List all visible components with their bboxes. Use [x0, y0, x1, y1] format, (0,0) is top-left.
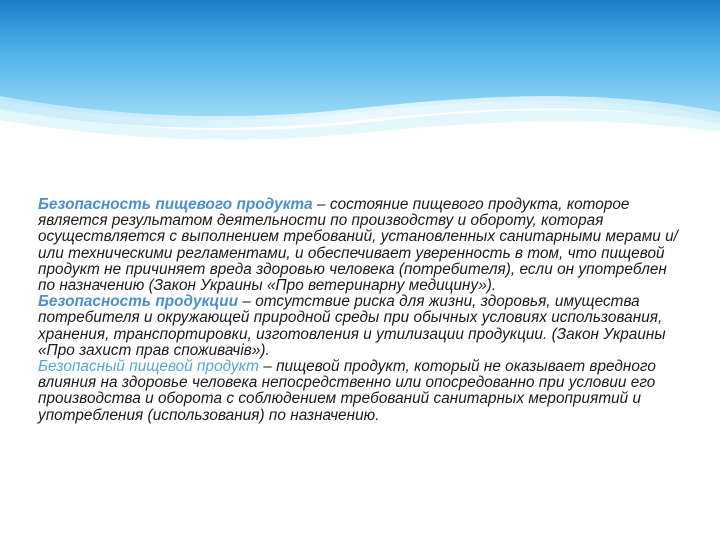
definition-text: – состояние пищевого продукта, которое является результатом деятельности по производству и обороту, которая осуществляется с выполнением требований, установленных санитарными мерами и/или техническими регламентами, и обеспечивает уверенность в том, что пищевой продукт не причиняет вреда здоровью человека (потребителя), если он употреблен по назначению (Закон Украины «Про ветеринарну медицину»). — [38, 196, 678, 295]
defined-term: Безопасность продукции — [38, 293, 239, 311]
definition-paragraph — [38, 197, 688, 294]
sky-wave-banner — [0, 0, 720, 150]
definitions-text — [38, 197, 688, 424]
definition-paragraph — [38, 359, 688, 424]
definition-text: – пищевой продукт, который не оказывает вредного влияния на здоровье человека непосредственно или опосредованно при условии его производства и оборота с соблюдением требований санитарных мероприятий и употребления (использования) по назначению. — [38, 358, 656, 424]
definition-text: – отсутствие риска для жизни, здоровья, имущества потребителя и окружающей природной среды при обычных условиях использования, хранения, транспортировки, изготовления и утилизации продукции. (Закон Украины «Про захист прав споживачів»). — [38, 293, 666, 359]
defined-term: Безопасный пищевой продукт — [38, 358, 259, 376]
defined-term: Безопасность пищевого продукта — [38, 196, 313, 213]
definition-paragraph — [38, 294, 688, 359]
